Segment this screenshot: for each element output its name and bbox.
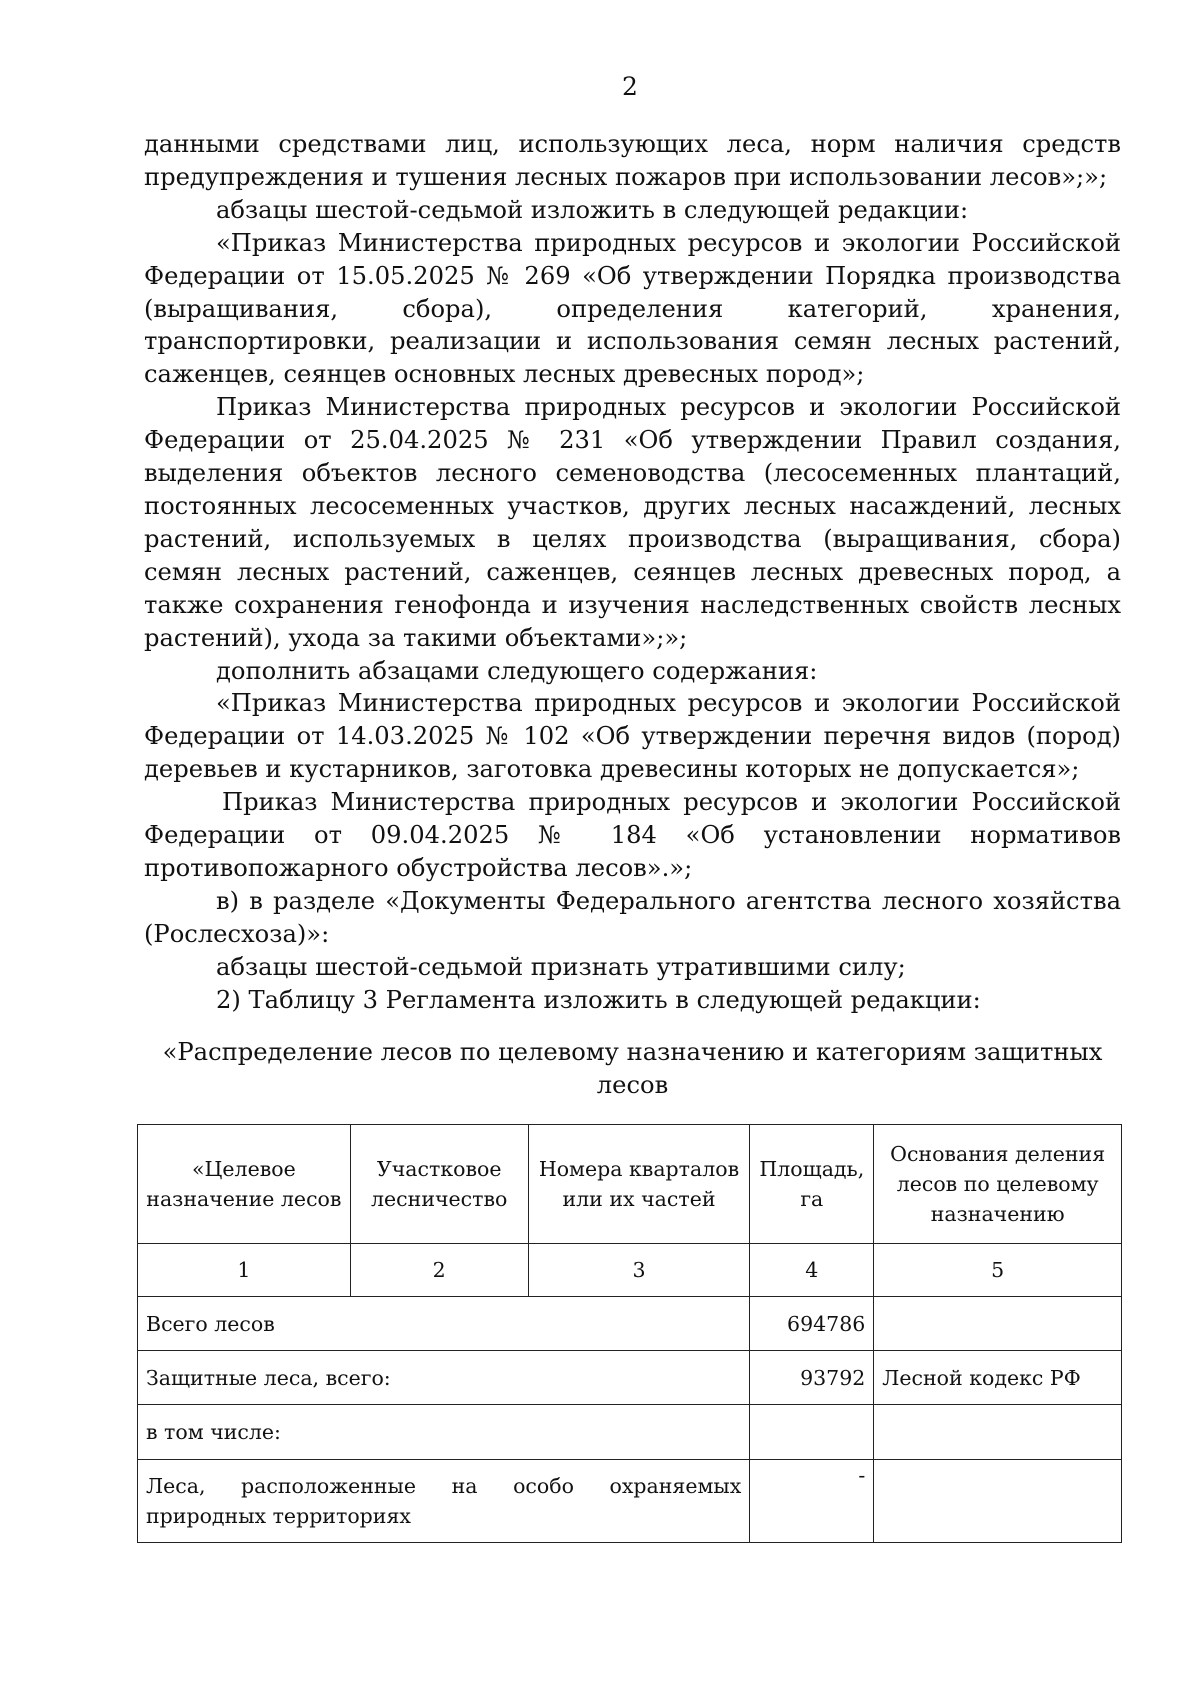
paragraph: Приказ Министерства природных ресурсов и экологии Российской Федерации от 09.04.2025 № 184 «Об установлении нормативов противопожарного обустройства лесов».»;: [144, 788, 1121, 882]
column-number: 3: [528, 1244, 750, 1297]
document-body: [144, 128, 1121, 1016]
paragraph: абзацы шестой-седьмой признать утратившими силу;: [216, 952, 906, 981]
paragraph: Приказ Министерства природных ресурсов и экологии Российской Федерации от 25.04.2025 № 231 «Об утверждении Правил создания, выделения объектов лесного семеноводства (лесосеменных плантаций, постоянных лесосеменных участков, других лесных насаждений, лесных растений, используемых в целях производства (выращивания, сбора) семян лесных растений, саженцев, сеянцев лесных древесных пород, а также сохранения генофонда и изучения наследственных свойств лесных растений), ухода за такими объектами»;»;: [144, 393, 1121, 652]
row-label: Всего лесов: [138, 1297, 750, 1351]
column-number: 5: [874, 1244, 1122, 1297]
paragraph: в) в разделе «Документы Федерального агентства лесного хозяйства (Рослесхоза)»:: [144, 886, 1121, 948]
table-row: [138, 1460, 1122, 1543]
row-label: в том числе:: [138, 1405, 750, 1460]
row-basis: [874, 1405, 1122, 1460]
paragraph: дополнить абзацами следующего содержания:: [216, 656, 818, 685]
paragraph: абзацы шестой-седьмой изложить в следующей редакции:: [216, 195, 969, 224]
column-number: 2: [350, 1244, 528, 1297]
header-cell: Участковое лесничество: [350, 1125, 528, 1244]
header-cell: Номера кварталов или их частей: [528, 1125, 750, 1244]
row-basis: [874, 1297, 1122, 1351]
table-row: [138, 1351, 1122, 1405]
row-area: 694786: [750, 1297, 874, 1351]
column-number: 1: [138, 1244, 351, 1297]
row-basis: [874, 1460, 1122, 1543]
page-number: 2: [622, 72, 638, 101]
paragraph: «Приказ Министерства природных ресурсов и экологии Российской Федерации от 15.05.2025 № 269 «Об утверждении Порядка производства (выращивания, сбора), определения категорий, хранения, транспортировки, реализации и использования семян лесных растений, саженцев, сеянцев основных лесных древесных пород»;: [144, 228, 1121, 389]
column-number-row: [138, 1244, 1122, 1297]
forest-distribution-table: [137, 1124, 1122, 1543]
table-title: «Распределение лесов по целевому назначению и категориям защитных лесов: [162, 1038, 1103, 1099]
row-basis: Лесной кодекс РФ: [874, 1351, 1122, 1405]
paragraph: 2) Таблицу 3 Регламента изложить в следующей редакции:: [216, 985, 981, 1014]
paragraph: данными средствами лиц, использующих леса, норм наличия средств предупреждения и тушения лесных пожаров при использовании лесов»;»;: [144, 130, 1121, 191]
row-area: 93792: [750, 1351, 874, 1405]
header-cell: Площадь, га: [750, 1125, 874, 1244]
header-cell: Основания деления лесов по целевому назначению: [874, 1125, 1122, 1244]
column-number: 4: [750, 1244, 874, 1297]
row-area: [750, 1405, 874, 1460]
table-header-row: [138, 1125, 1122, 1244]
row-label: Защитные леса, всего:: [138, 1351, 750, 1405]
row-label: Леса, расположенные на особо охраняемых природных территориях: [138, 1460, 750, 1543]
table-row: [138, 1297, 1122, 1351]
paragraph: «Приказ Министерства природных ресурсов и экологии Российской Федерации от 14.03.2025 № 102 «Об утверждении перечня видов (пород) деревьев и кустарников, заготовка древесины которых не допускается»;: [144, 689, 1121, 784]
header-cell: «Целевое назначение лесов: [138, 1125, 351, 1244]
row-area: -: [750, 1460, 874, 1543]
table-row: [138, 1405, 1122, 1460]
